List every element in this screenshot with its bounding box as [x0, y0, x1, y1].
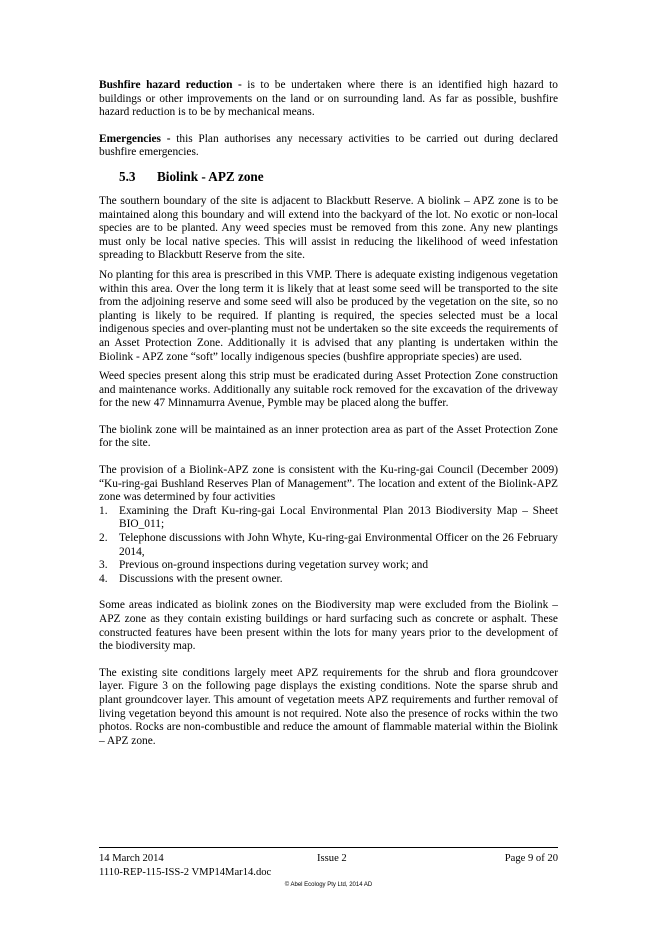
- paragraph-provision: The provision of a Biolink-APZ zone is consistent with the Ku-ring-gai Council (December 2009) “Ku-ring-gai Bushland Reserves Plan of Management”. The location and extent of the Biolink-APZ zone was determined by four activities: [99, 464, 558, 504]
- footer-row: [99, 852, 558, 866]
- footer-doc-ref: 1110-REP-115-ISS-2 VMP14Mar14.doc: [99, 867, 272, 878]
- emergencies-paragraph: [99, 133, 558, 160]
- list-item: 2. Telephone discussions with John Whyte, Ku-ring-gai Environmental Officer on the 26 February 2014,: [99, 532, 558, 558]
- page-body: [99, 79, 558, 748]
- footer-date: 14 March 2014: [99, 853, 164, 864]
- paragraph-biolink-intro: The southern boundary of the site is adjacent to Blackbutt Reserve. A biolink – APZ zone is to be maintained along this boundary and will extend into the backyard of the lot. No exotic or non-local species are to be planted. Any weed species must be removed from this zone. Any new plantings must only be local native species. This will assist in reducing the likelihood of weed infestation spreading to Blackbutt Reserve from the site.: [99, 194, 558, 262]
- page-footer: [99, 847, 558, 890]
- section-heading: [119, 169, 558, 185]
- bushfire-label: Bushfire hazard reduction -: [99, 79, 242, 91]
- paragraph-weed-species: Weed species present along this strip must be eradicated during Asset Protection Zone construction and maintenance works. Additionally any suitable rock removed for the excavation of the driveway for the new 47 Minnamurra Avenue, Pymble may be placed along the buffer.: [99, 370, 558, 410]
- footer-page-number: Page 9 of 20: [504, 853, 558, 864]
- footer-issue: Issue 2: [317, 853, 347, 864]
- bushfire-text: is to be undertaken where there is an identified high hazard to buildings or other improvements on the land or on surrounding land. As far as possible, bushfire hazard reduction is to be by mechanical means.: [99, 79, 558, 119]
- paragraph-site-conditions: The existing site conditions largely meet APZ requirements for the shrub and flora groundcover layer. Figure 3 on the following page displays the existing conditions. Note the sparse shrub and plant groundcover layer. This amount of vegetation meets APZ requirements and further removal of living vegetation beyond this amount is not required. Note also the presence of rocks within the two photos. Rocks are non-combustible and reduce the amount of flammable material within the Biolink – APZ zone.: [99, 666, 558, 747]
- list-item: 1. Examining the Draft Ku-ring-gai Local Environmental Plan 2013 Biodiversity Map – Sheet BIO_011;: [99, 504, 558, 531]
- footer-row: [99, 866, 558, 880]
- footer-copyright: © Abel Ecology Pty Ltd, 2014 AD: [284, 882, 373, 888]
- emergencies-text: this Plan authorises any necessary activities to be carried out during declared bushfire emergencies.: [99, 132, 558, 159]
- list-item: 3. Previous on-ground inspections during vegetation survey work; and: [99, 559, 429, 572]
- section-title: Biolink - APZ zone: [157, 168, 264, 184]
- paragraph-excluded-areas: Some areas indicated as biolink zones on the Biodiversity map were excluded from the Biolink – APZ zone as they contain existing buildings or hard surfacing such as concrete or asphalt. These constructed features have been present within the lots for many years prior to the development of the biodiversity map.: [99, 599, 558, 653]
- bushfire-paragraph: [99, 79, 558, 120]
- list-item: 4. Discussions with the present owner.: [99, 572, 283, 585]
- emergencies-label: Emergencies -: [99, 132, 171, 145]
- paragraph-no-planting: No planting for this area is prescribed in this VMP. There is adequate existing indigenous vegetation within this area. Over the long term it is likely that at least some seed will be transported to the site from the adjoining reserve and some seed will also be produced by the vegetation on the site, so no planting is likely to be required. If planting is required, the species selected must be a local indigenous species and over-planting must not be undertaken so the site exceeds the requirements of an Asset Protection Zone. Additionally it is advised that any planting is undertaken within the Biolink - APZ zone “soft” locally indigenous species (bushfire appropriate species) are used.: [99, 268, 558, 363]
- activities-list: [99, 505, 558, 587]
- section-number: 5.3: [119, 168, 136, 184]
- paragraph-inner-protection: The biolink zone will be maintained as an inner protection area as part of the Asset Protection Zone for the site.: [99, 423, 558, 450]
